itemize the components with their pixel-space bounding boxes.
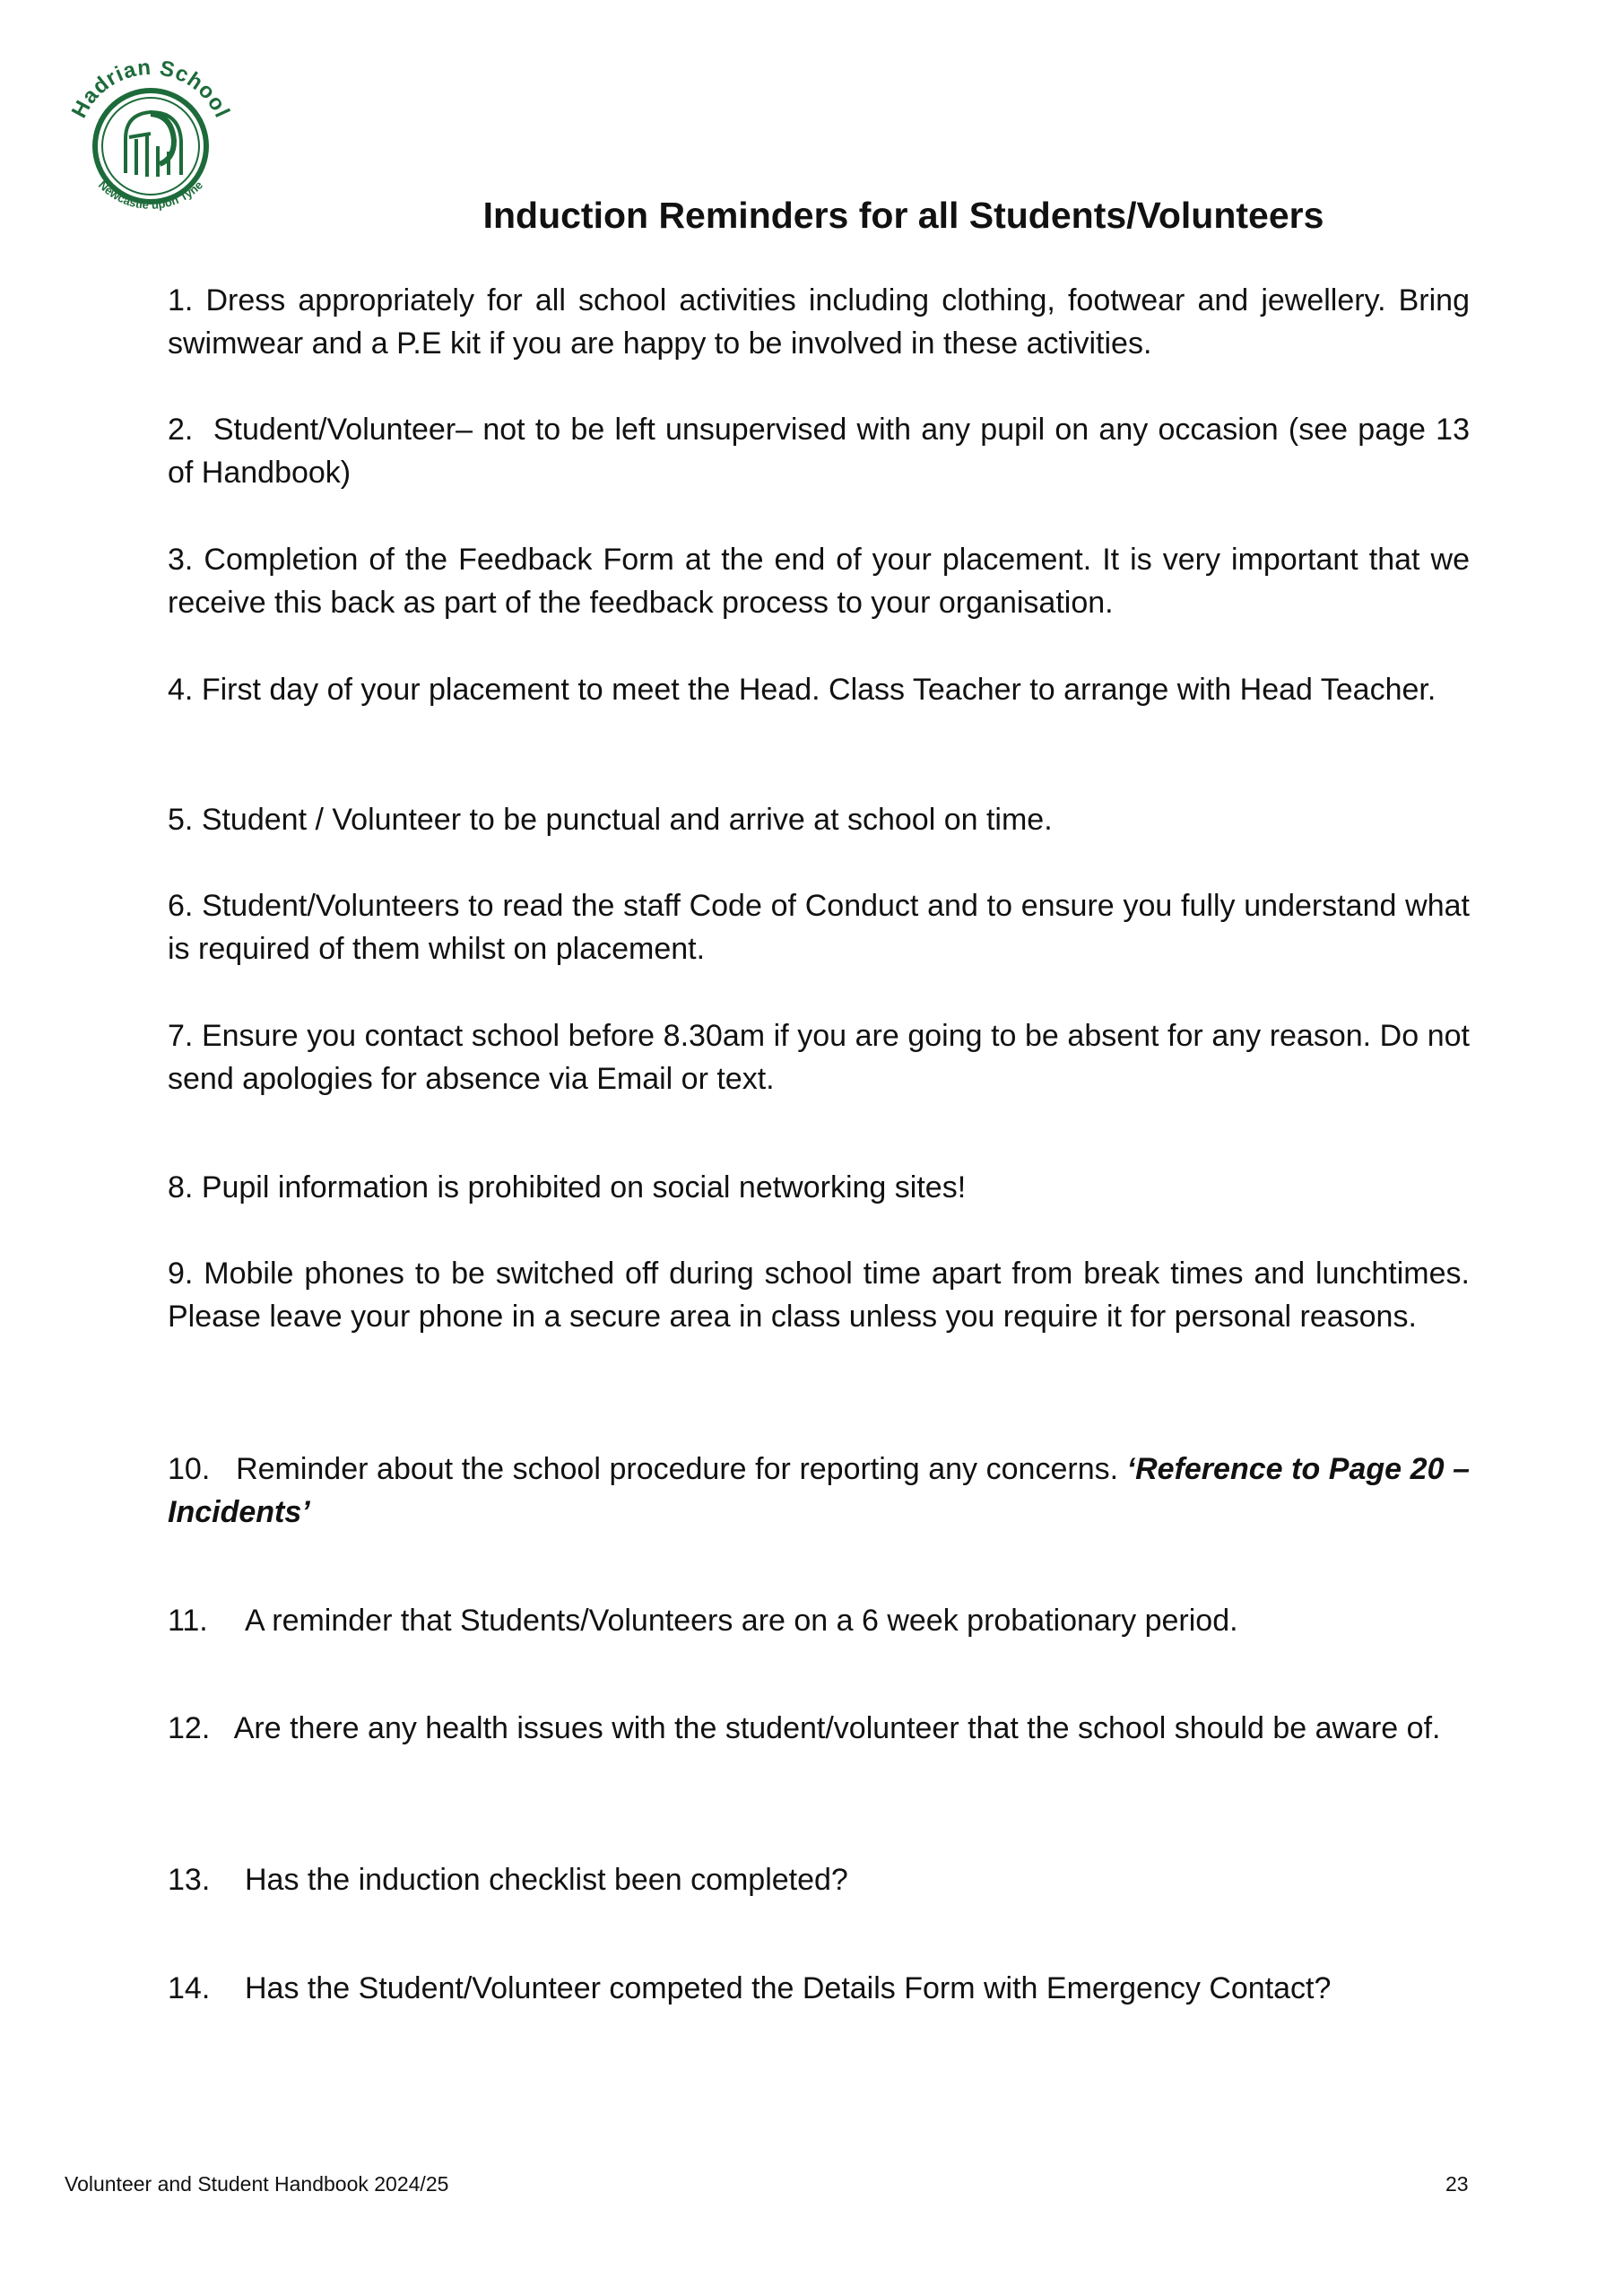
list-item: 6. Student/Volunteers to read the staff Code of Conduct and to ensure you fully understand what is required of them whilst on placement. [168, 889, 1470, 966]
logo-location-text: Newcastle upon Tyne [95, 178, 206, 212]
page-title: Induction Reminders for all Students/Volunteers [482, 195, 1324, 236]
list-item: 13. Has the induction checklist been completed? [168, 1863, 848, 1897]
list-item: 14. Has the Student/Volunteer competed the Details Form with Emergency Contact? [168, 1971, 1332, 2005]
list-item: 11. A reminder that Students/Volunteers are on a 6 week probationary period. [168, 1604, 1238, 1638]
list-item: 7. Ensure you contact school before 8.30am if you are going to be absent for any reason. Do not send apologies for absence via Email or text. [168, 1019, 1470, 1096]
list-item: 4. First day of your placement to meet the Head. Class Teacher to arrange with Head Teacher. [168, 673, 1436, 707]
list-item: 9. Mobile phones to be switched off during school time apart from break times and lunchtimes. Please leave your phone in a secure area in class unless you require it for personal reasons. [168, 1257, 1470, 1334]
list-item: 5. Student / Volunteer to be punctual and arrive at school on time. [168, 803, 1053, 837]
page-number: 23 [1445, 2172, 1469, 2196]
list-item: 1. Dress appropriately for all school activities including clothing, footwear and jewellery. Bring swimwear and a P.E kit if you are happy to be involved in these activities. [168, 283, 1471, 361]
emphasis-text: ‘Reference to Page 20 – Incidents’ [168, 1452, 1470, 1529]
logo-name-text: Hadrian School [66, 55, 235, 122]
list-item: 3. Completion of the Feedback Form at the end of your placement. It is very important that we receive this back as part of the feedback process to your organisation. [168, 543, 1470, 620]
helmet-icon [126, 112, 181, 177]
list-item: 10. Reminder about the school procedure for reporting any concerns. ‘Reference to Page 20 – Incidents’ [168, 1452, 1470, 1529]
footer-handbook-title: Volunteer and Student Handbook 2024/25 [65, 2172, 449, 2196]
list-item: 2. Student/Volunteer– not to be left unsupervised with any pupil on any occasion (see page 13 of Handbook) [168, 413, 1470, 490]
list-item: 12. Are there any health issues with the student/volunteer that the school should be aware of. [168, 1711, 1441, 1745]
list-item: 8. Pupil information is prohibited on social networking sites! [168, 1170, 967, 1205]
